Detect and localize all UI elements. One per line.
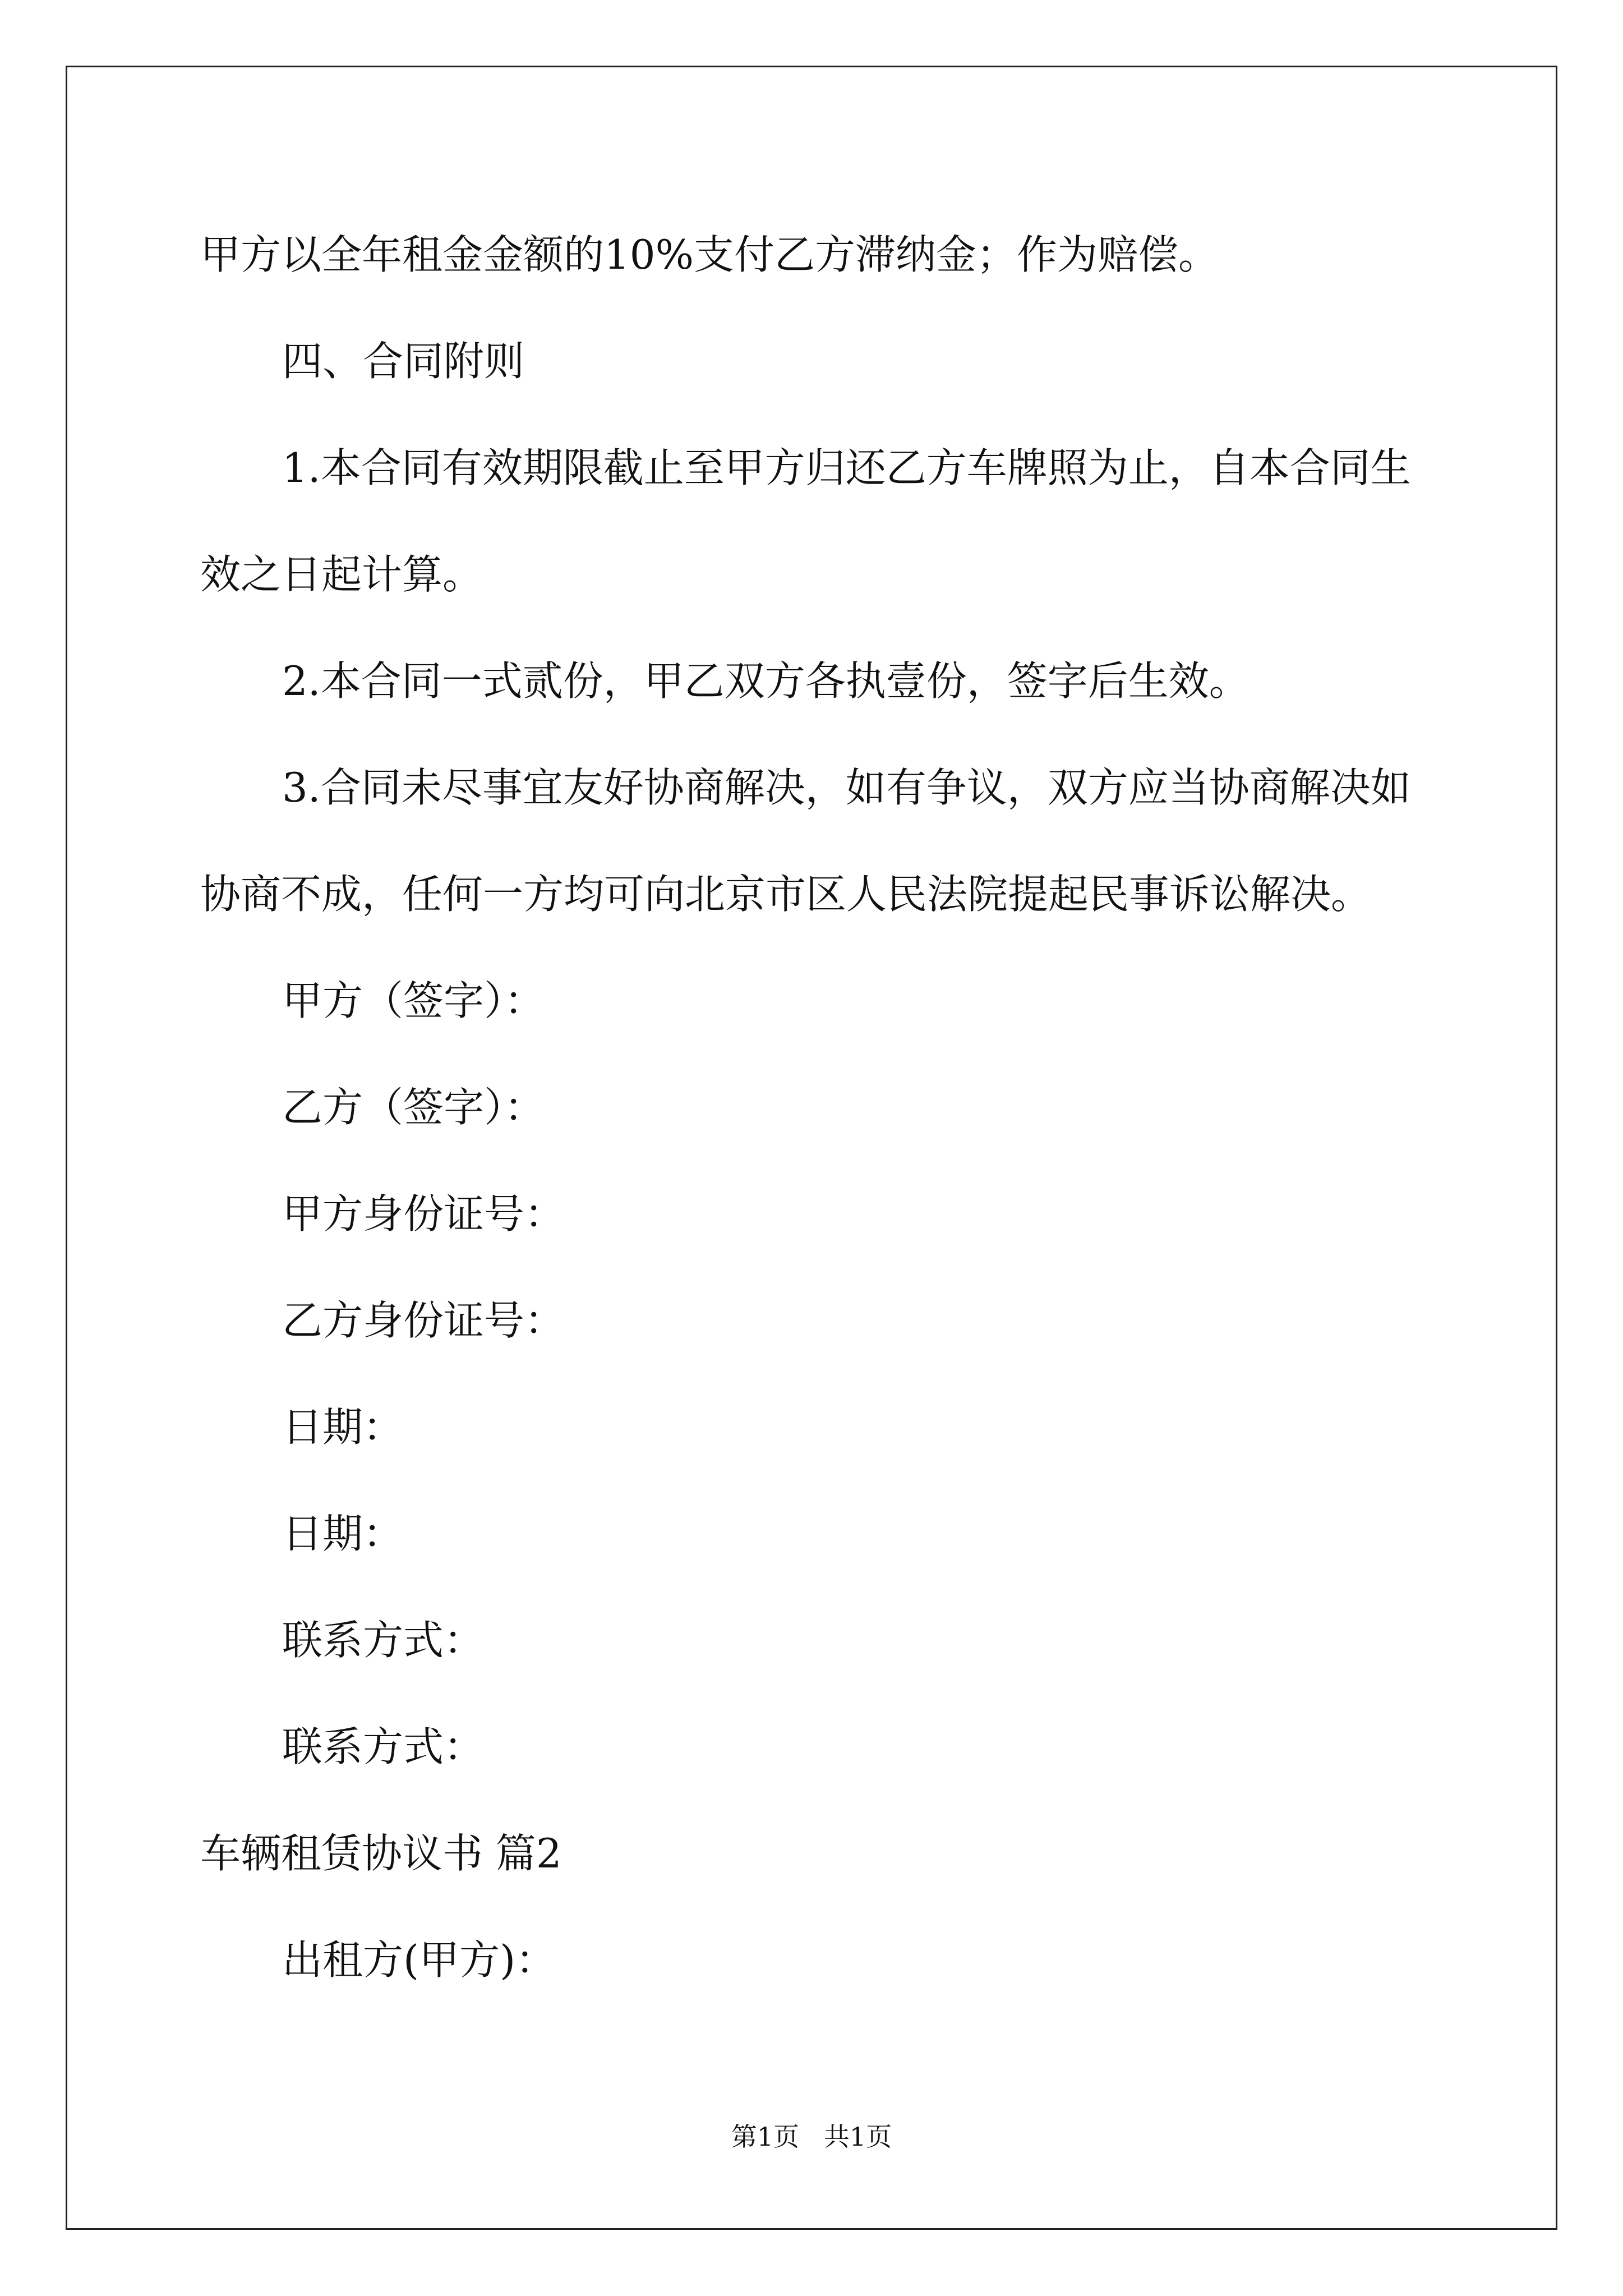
party-b-id-label: 乙方身份证号： xyxy=(282,1297,565,1344)
date-label-a: 日期： xyxy=(282,1404,404,1451)
party-a-id-label: 甲方身份证号： xyxy=(282,1190,565,1237)
clause-3-line-2: 协商不成，任何一方均可向北京市区人民法院提起民事诉讼解决。 xyxy=(200,871,1372,918)
party-b-signature-label: 乙方（签字）： xyxy=(282,1084,545,1131)
clause-1-line-1: 1.本合同有效期限截止至甲方归还乙方车牌照为止，自本合同生 xyxy=(282,444,1411,491)
paragraph-penalty: 甲方以全年租金金额的10%支付乙方滞纳金；作为赔偿。 xyxy=(200,231,1219,278)
clause-2: 2.本合同一式贰份，甲乙双方各执壹份，签字后生效。 xyxy=(282,657,1249,705)
clause-3-line-1: 3.合同未尽事宜友好协商解决，如有争议，双方应当协商解决如 xyxy=(282,764,1411,811)
date-label-b: 日期： xyxy=(282,1510,404,1557)
section-title-part-2: 车辆租赁协议书 篇2 xyxy=(200,1830,562,1877)
page-border xyxy=(66,66,1557,2230)
party-a-signature-label: 甲方（签字）： xyxy=(282,977,545,1024)
page-footer: 第1页 共1页 xyxy=(731,2122,892,2152)
clause-1-line-2: 效之日起计算。 xyxy=(200,551,483,598)
lessor-label: 出租方(甲方)： xyxy=(282,1936,556,1984)
section-heading-appendix: 四、合同附则 xyxy=(282,338,525,385)
contact-label-b: 联系方式： xyxy=(282,1723,485,1770)
contact-label-a: 联系方式： xyxy=(282,1617,485,1664)
